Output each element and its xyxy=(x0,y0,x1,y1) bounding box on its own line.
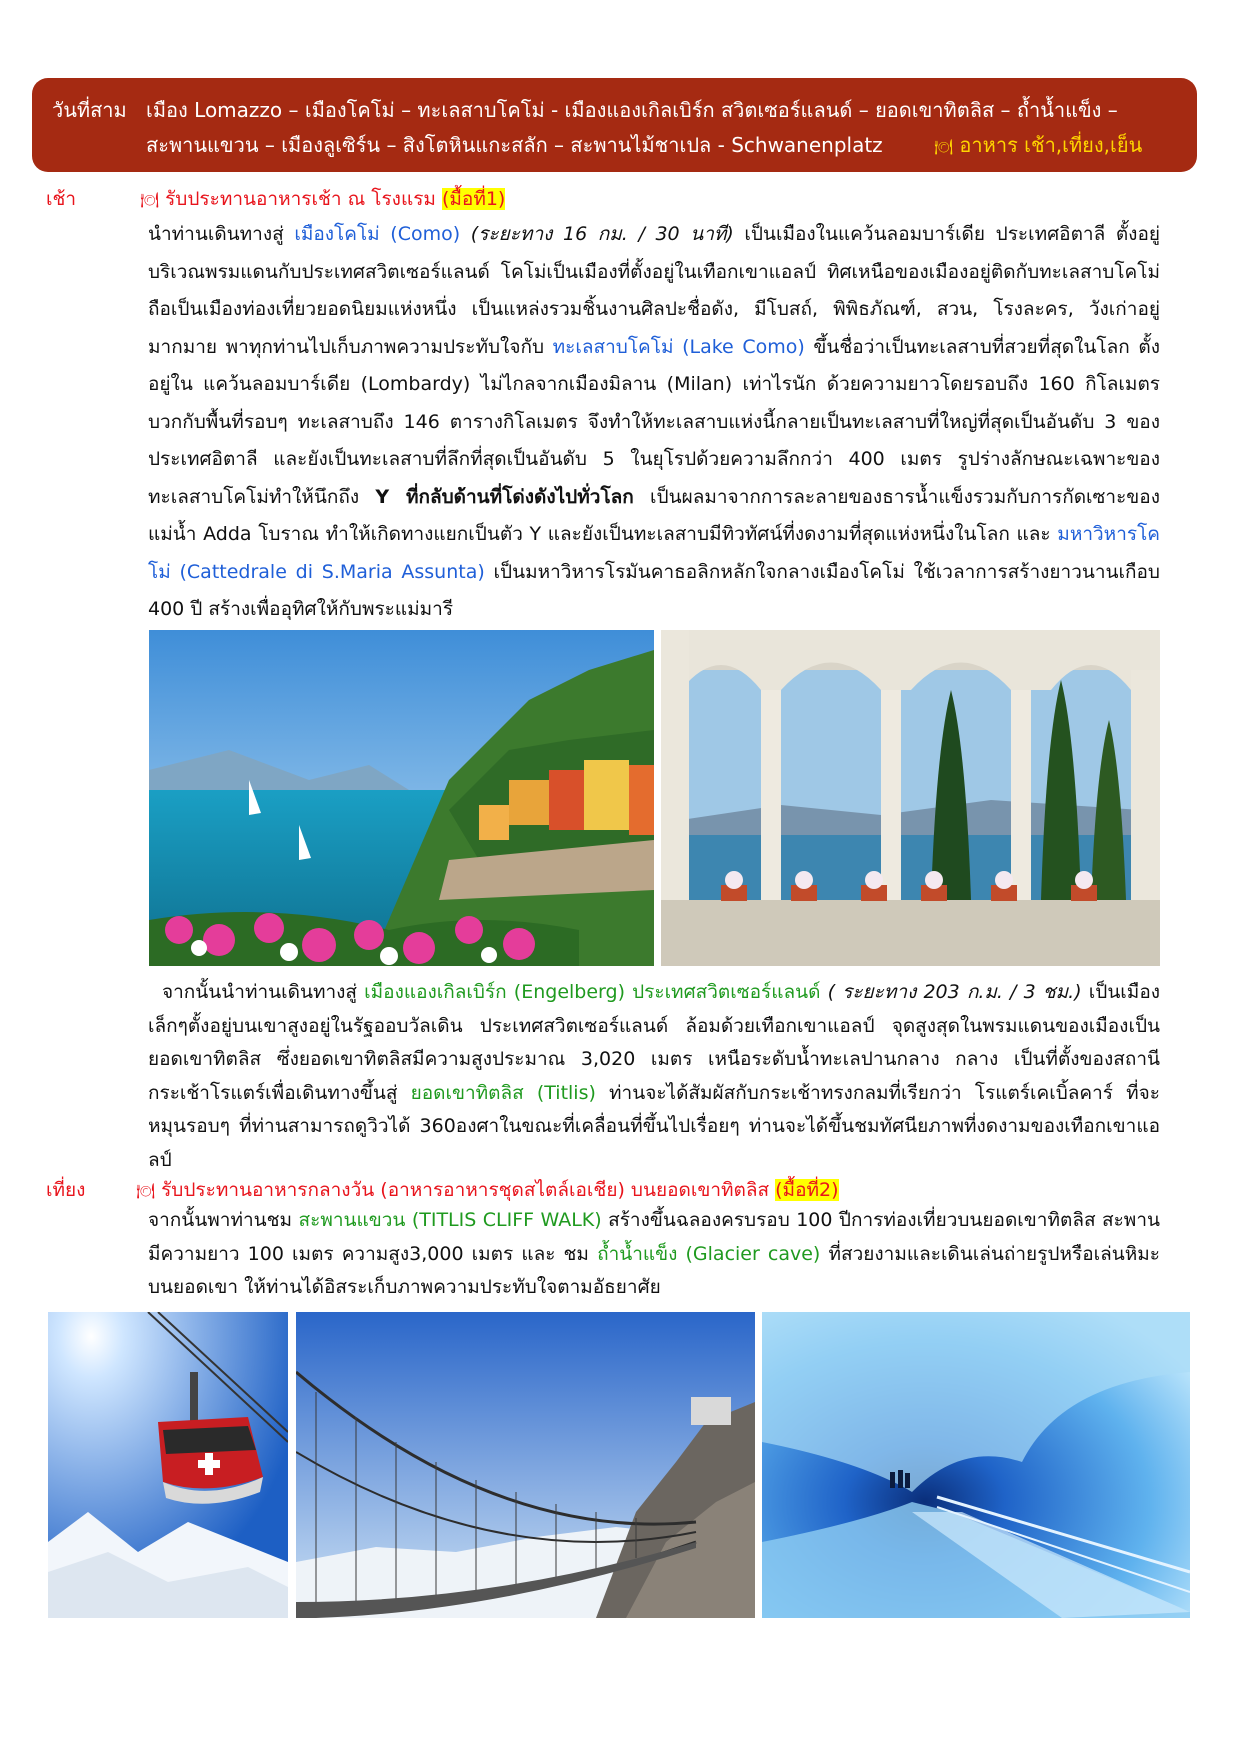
morning-label: เช้า xyxy=(46,188,77,210)
text-span: เป็นเมืองเล็กๆตั้งอยู่บนเขาสูงอยู่ในรัฐออบวัลเดิน ประเทศสวิตเซอร์แลนด์ ล้อมด้วยเทือกเขาแอลป์ จุดสูงสุดในพรมแดนของเมืองเป็นยอดเขาทิตลิส ซึ่งยอดเขาทิตลิสมีความสูงประมาณ 3,020 เมตร เหนือระดับน้ำทะเลปานกลาง กลาง เป็นที่ตั้งของสถานีกระเช้าโรแตร์เพื่อเดินทางขึ้นสู่ xyxy=(148,981,1161,1104)
meal-plate-icon: 🍽 xyxy=(934,138,954,156)
lunch-meal-number: (มื้อที่2) xyxy=(775,1179,839,1201)
villa-arches-lake-photo xyxy=(661,630,1160,966)
meal-plate-icon: 🍽 xyxy=(136,1182,156,1200)
noon-label: เที่ยง xyxy=(46,1179,86,1201)
meals-summary xyxy=(934,129,1142,161)
reverse-y-highlight: Y ที่กลับด้านที่โด่งดังไปทั่วโลก xyxy=(375,485,634,508)
titlis-name: ยอดเขาทิตลิส (Titlis) xyxy=(410,1081,596,1104)
text-span: เป็นเมืองในแคว้นลอมบาร์เดีย ประเทศอิตาลี ตั้งอยู่บริเวณพรมแดนกับประเทศสวิตเซอร์แลนด์ โคโม่เป็นเมืองที่ตั้งอยู่ในเทือกเขาแอลป์ ทิศเหนือของเมืองอยู่ติดกับทะเลสาบโคโม่ ถือเป็นเมืองท่องเที่ยวยอดนิยมแห่งหนึ่ง เป็นแหล่งรวมชิ้นงานศิลปะชื่อดัง, มีโบสถ์, พิพิธภัณฑ์, สวน, โรงละคร, วังเก่าอยู่มากมาย พาทุกท่านไปเก็บภาพความประทับใจกับ xyxy=(148,223,1161,358)
meals-text: อาหาร เช้า,เที่ยง,เย็น xyxy=(959,133,1143,157)
titlis-rotair-cablecar-photo xyxy=(48,1312,288,1618)
lunch-line xyxy=(136,1175,839,1205)
route-line-1: เมือง Lomazzo – เมืองโคโม่ – ทะเลสาบโคโม่ - เมืองแองเกิลเบิร์ก สวิตเซอร์แลนด์ – ยอดเขาทิตลิส – ถ้ำน้ำแข็ง – xyxy=(146,98,1118,122)
como-town-name: เมืองโคโม่ (Como) xyxy=(294,223,461,245)
text-span: นำท่านเดินทางสู่ xyxy=(148,223,284,245)
text-span: จากนั้นพาท่านชม xyxy=(148,1209,293,1231)
text-span: สร้างขึ้นฉลองครบรอบ 100 ปีการท่องเที่ยวบนยอดเขาทิตลิส สะพานมีความยาว 100 เมตร ความสูง3,000 เมตร และ ชม xyxy=(148,1209,1160,1265)
lake-como-village-photo xyxy=(149,630,654,966)
breakfast-line xyxy=(140,184,505,214)
breakfast-text: รับประทานอาหารเช้า ณ โรงแรม xyxy=(165,188,436,210)
breakfast-meal-number: (มื้อที่1) xyxy=(441,188,506,210)
lunch-text: รับประทานอาหารกลางวัน (อาหารอาหารชุดสไตล์เอเชีย) บนยอดเขาทิตลิส xyxy=(161,1179,770,1201)
engelberg-paragraph xyxy=(148,976,1160,1177)
text-span: ขึ้นชื่อว่าเป็นทะเลสาบที่สวยที่สุดในโลก ตั้งอยู่ใน แคว้นลอมบาร์เดีย (Lombardy) ไม่ไกลจากเมืองมิลาน (Milan) เท่าไรนัก ด้วยความยาวโดยรอบถึง 160 กิโลเมตร บวกกับพื้นที่รอบๆ ทะเลสาบถึง 146 ตารางกิโลเมตร จึงทำให้ทะเลสาบแห่งนี้กลายเป็นทะเลสาบที่ใหญ่ที่สุดเป็นอันดับ 3 ของประเทศอิตาลี และยังเป็นทะเลสาบที่ลึกที่สุดเป็นอันดับ 5 ในยุโรปด้วยความลึกกว่า 400 เมตร รูปร่างลักษณะเฉพาะของทะเลสาบโคโม่ทำให้นึกถึง xyxy=(148,335,1160,508)
titlis-cliff-walk-bridge-photo xyxy=(296,1312,755,1618)
como-distance: (ระยะทาง 16 กม. / 30 นาที) xyxy=(470,223,734,245)
text-span: ที่สวยงามและเดินเล่นถ่ายรูปหรือเล่นหิมะบนยอดเขา ให้ท่านได้อิสระเก็บภาพความประทับใจตามอัธยาศัย xyxy=(148,1242,1160,1298)
text-span: จากนั้นนำท่านเดินทางสู่ xyxy=(162,981,358,1003)
day-header-banner xyxy=(32,78,1197,172)
titlis-paragraph xyxy=(148,1204,1160,1305)
day-title: วันที่สาม xyxy=(52,98,127,122)
meal-plate-icon: 🍽 xyxy=(140,191,160,209)
engelberg-town-name: เมืองแองเกิลเบิร์ก (Engelberg) ประเทศสวิตเซอร์แลนด์ xyxy=(364,981,821,1003)
engelberg-distance: ( ระยะทาง 203 ก.ม. / 3 ชม.) xyxy=(827,981,1082,1003)
como-cathedral-name: มหาวิหารโคโม่ (Cattedrale di S.Maria Assunta) xyxy=(148,523,1160,583)
text-span: เป็นมหาวิหารโรมันคาธอลิกหลักใจกลางเมืองโคโม่ ใช้เวลาการสร้างยาวนานเกือบ 400 ปี สร้างเพื่ออุทิศให้กับพระแม่มารี xyxy=(148,560,1160,620)
cliff-walk-name: สะพานแขวน (TITLIS CLIFF WALK) xyxy=(298,1209,602,1231)
text-span: เป็นผลมาจากการละลายของธารน้ำแข็งรวมกับการกัดเซาะของแม่น้ำ Adda โบราณ ทำให้เกิดทางแยกเป็นตัว Y และยังเป็นทะเลสาบมีทิวทัศน์ที่งดงามที่สุดแห่งหนึ่งในโลก และ xyxy=(148,485,1160,545)
glacier-cave-photo xyxy=(762,1312,1190,1618)
lake-como-name: ทะเลสาบโคโม่ (Lake Como) xyxy=(552,335,805,358)
route-line-2: สะพานแขวน – เมืองลูเซิร์น – สิงโตหินแกะสลัก – สะพานไม้ชาเปล - Schwanenplatz xyxy=(146,133,883,157)
como-paragraph xyxy=(148,216,1160,629)
text-span: ท่านจะได้สัมผัสกับกระเช้าทรงกลมที่เรียกว่า โรแตร์เคเบิ้ลคาร์ ที่จะหมุนรอบๆ ที่ท่านสามารถดูวิวได้ 360องศาในขณะที่เคลื่อนที่ขึ้นไปเรื่อยๆ ท่านจะได้ขึ้นชมทัศนียภาพที่งดงามของเทือกเขาแอลป์ xyxy=(148,1081,1160,1171)
glacier-cave-name: ถ้ำน้ำแข็ง (Glacier cave) xyxy=(597,1242,821,1265)
